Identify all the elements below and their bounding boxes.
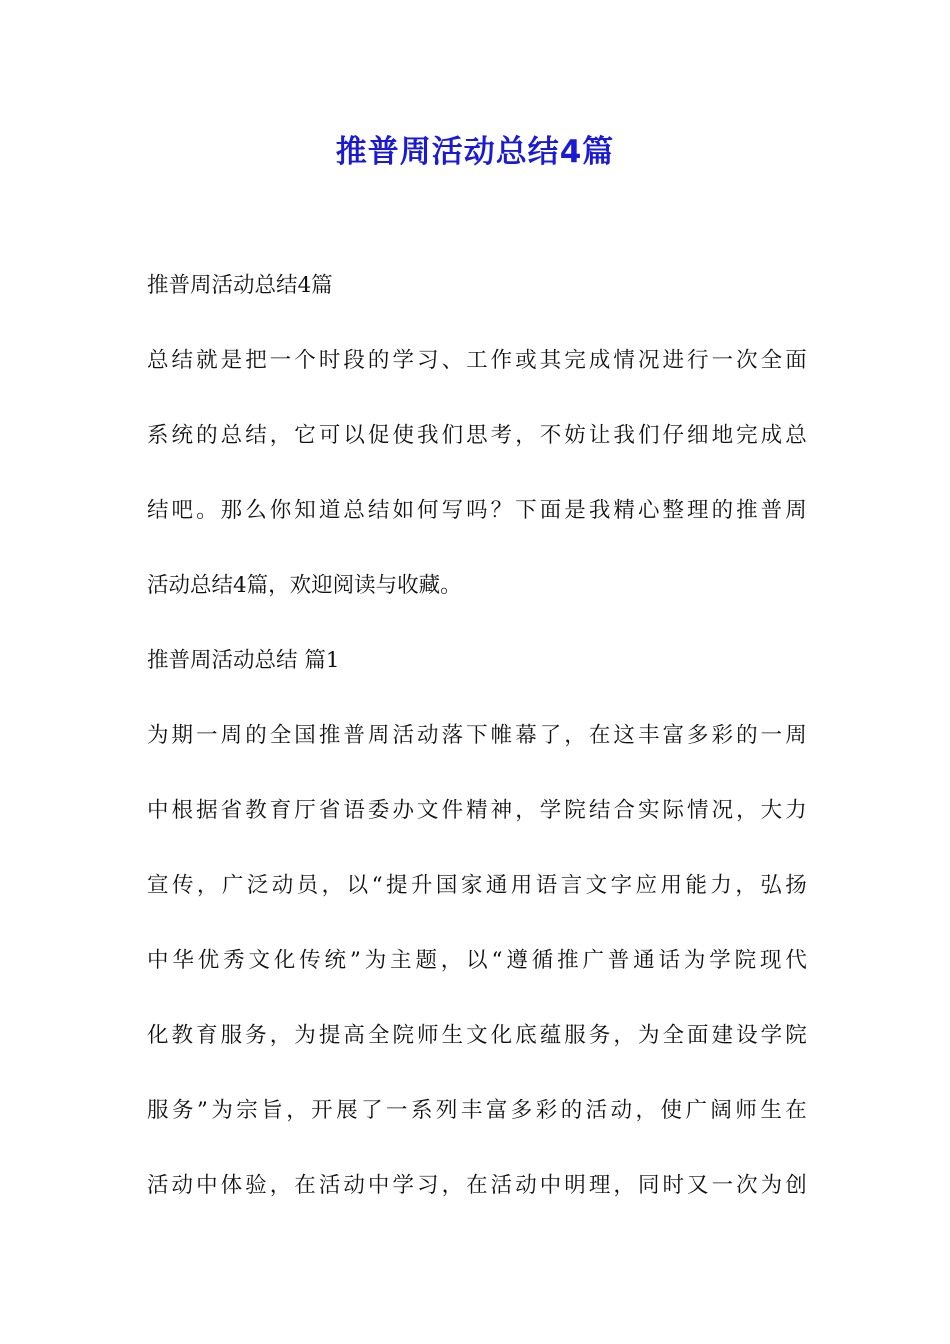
paragraph-line: 服 务 ” 为 宗 旨 ， 开 展 了 一 系 列 丰 富 多 彩 的 活 动 ， 使 广 阔 师 生 在 xyxy=(147,1098,807,1123)
paragraph-line: 中 根 据 省 教 育 厅 省 语 委 办 文 件 精 神 ， 学 院 结 合 实 际 情 况 ， 大 力 xyxy=(147,798,807,823)
paragraph-line: 活 动 中 体 验 ， 在 活 动 中 学 习 ， 在 活 动 中 明 理 ， 同 时 又 一 次 为 创 xyxy=(147,1173,807,1198)
subtitle-line: 推普周活动总结4篇 xyxy=(147,273,333,298)
paragraph-line: 总 结 就 是 把 一 个 时 段 的 学 习 、 工 作 或 其 完 成 情 况 进 行 一 次 全 面 xyxy=(147,348,807,373)
document-body xyxy=(147,262,807,1237)
document-title: 推普周活动总结4篇 xyxy=(335,134,615,170)
paragraph-line: 中 华 优 秀 文 化 传 统 ” 为 主 题 ， 以 “ 遵 循 推 广 普 通 话 为 学 院 现 代 xyxy=(147,948,807,973)
paragraph-line: 系 统 的 总 结 ， 它 可 以 促 使 我 们 思 考 ， 不 妨 让 我 们 仔 细 地 完 成 总 xyxy=(147,423,807,448)
paragraph-line: 宣 传 ， 广 泛 动 员 ， 以 “ 提 升 国 家 通 用 语 言 文 字 应 用 能 力 ， 弘 扬 xyxy=(147,873,807,898)
paragraph-line: 为 期 一 周 的 全 国 推 普 周 活 动 落 下 帷 幕 了 ， 在 这 丰 富 多 彩 的 一 周 xyxy=(147,723,807,748)
paragraph-line: 结 吧 。 那 么 你 知 道 总 结 如 何 写 吗 ？ 下 面 是 我 精 心 整 理 的 推 普 周 xyxy=(147,498,807,523)
paragraph-line: 化 教 育 服 务 ， 为 提 高 全 院 师 生 文 化 底 蕴 服 务 ， 为 全 面 建 设 学 院 xyxy=(147,1023,807,1048)
paragraph-line: 活动总结4篇，欢迎阅读与收藏。 xyxy=(147,573,462,598)
section-heading: 推普周活动总结 篇1 xyxy=(147,648,340,673)
